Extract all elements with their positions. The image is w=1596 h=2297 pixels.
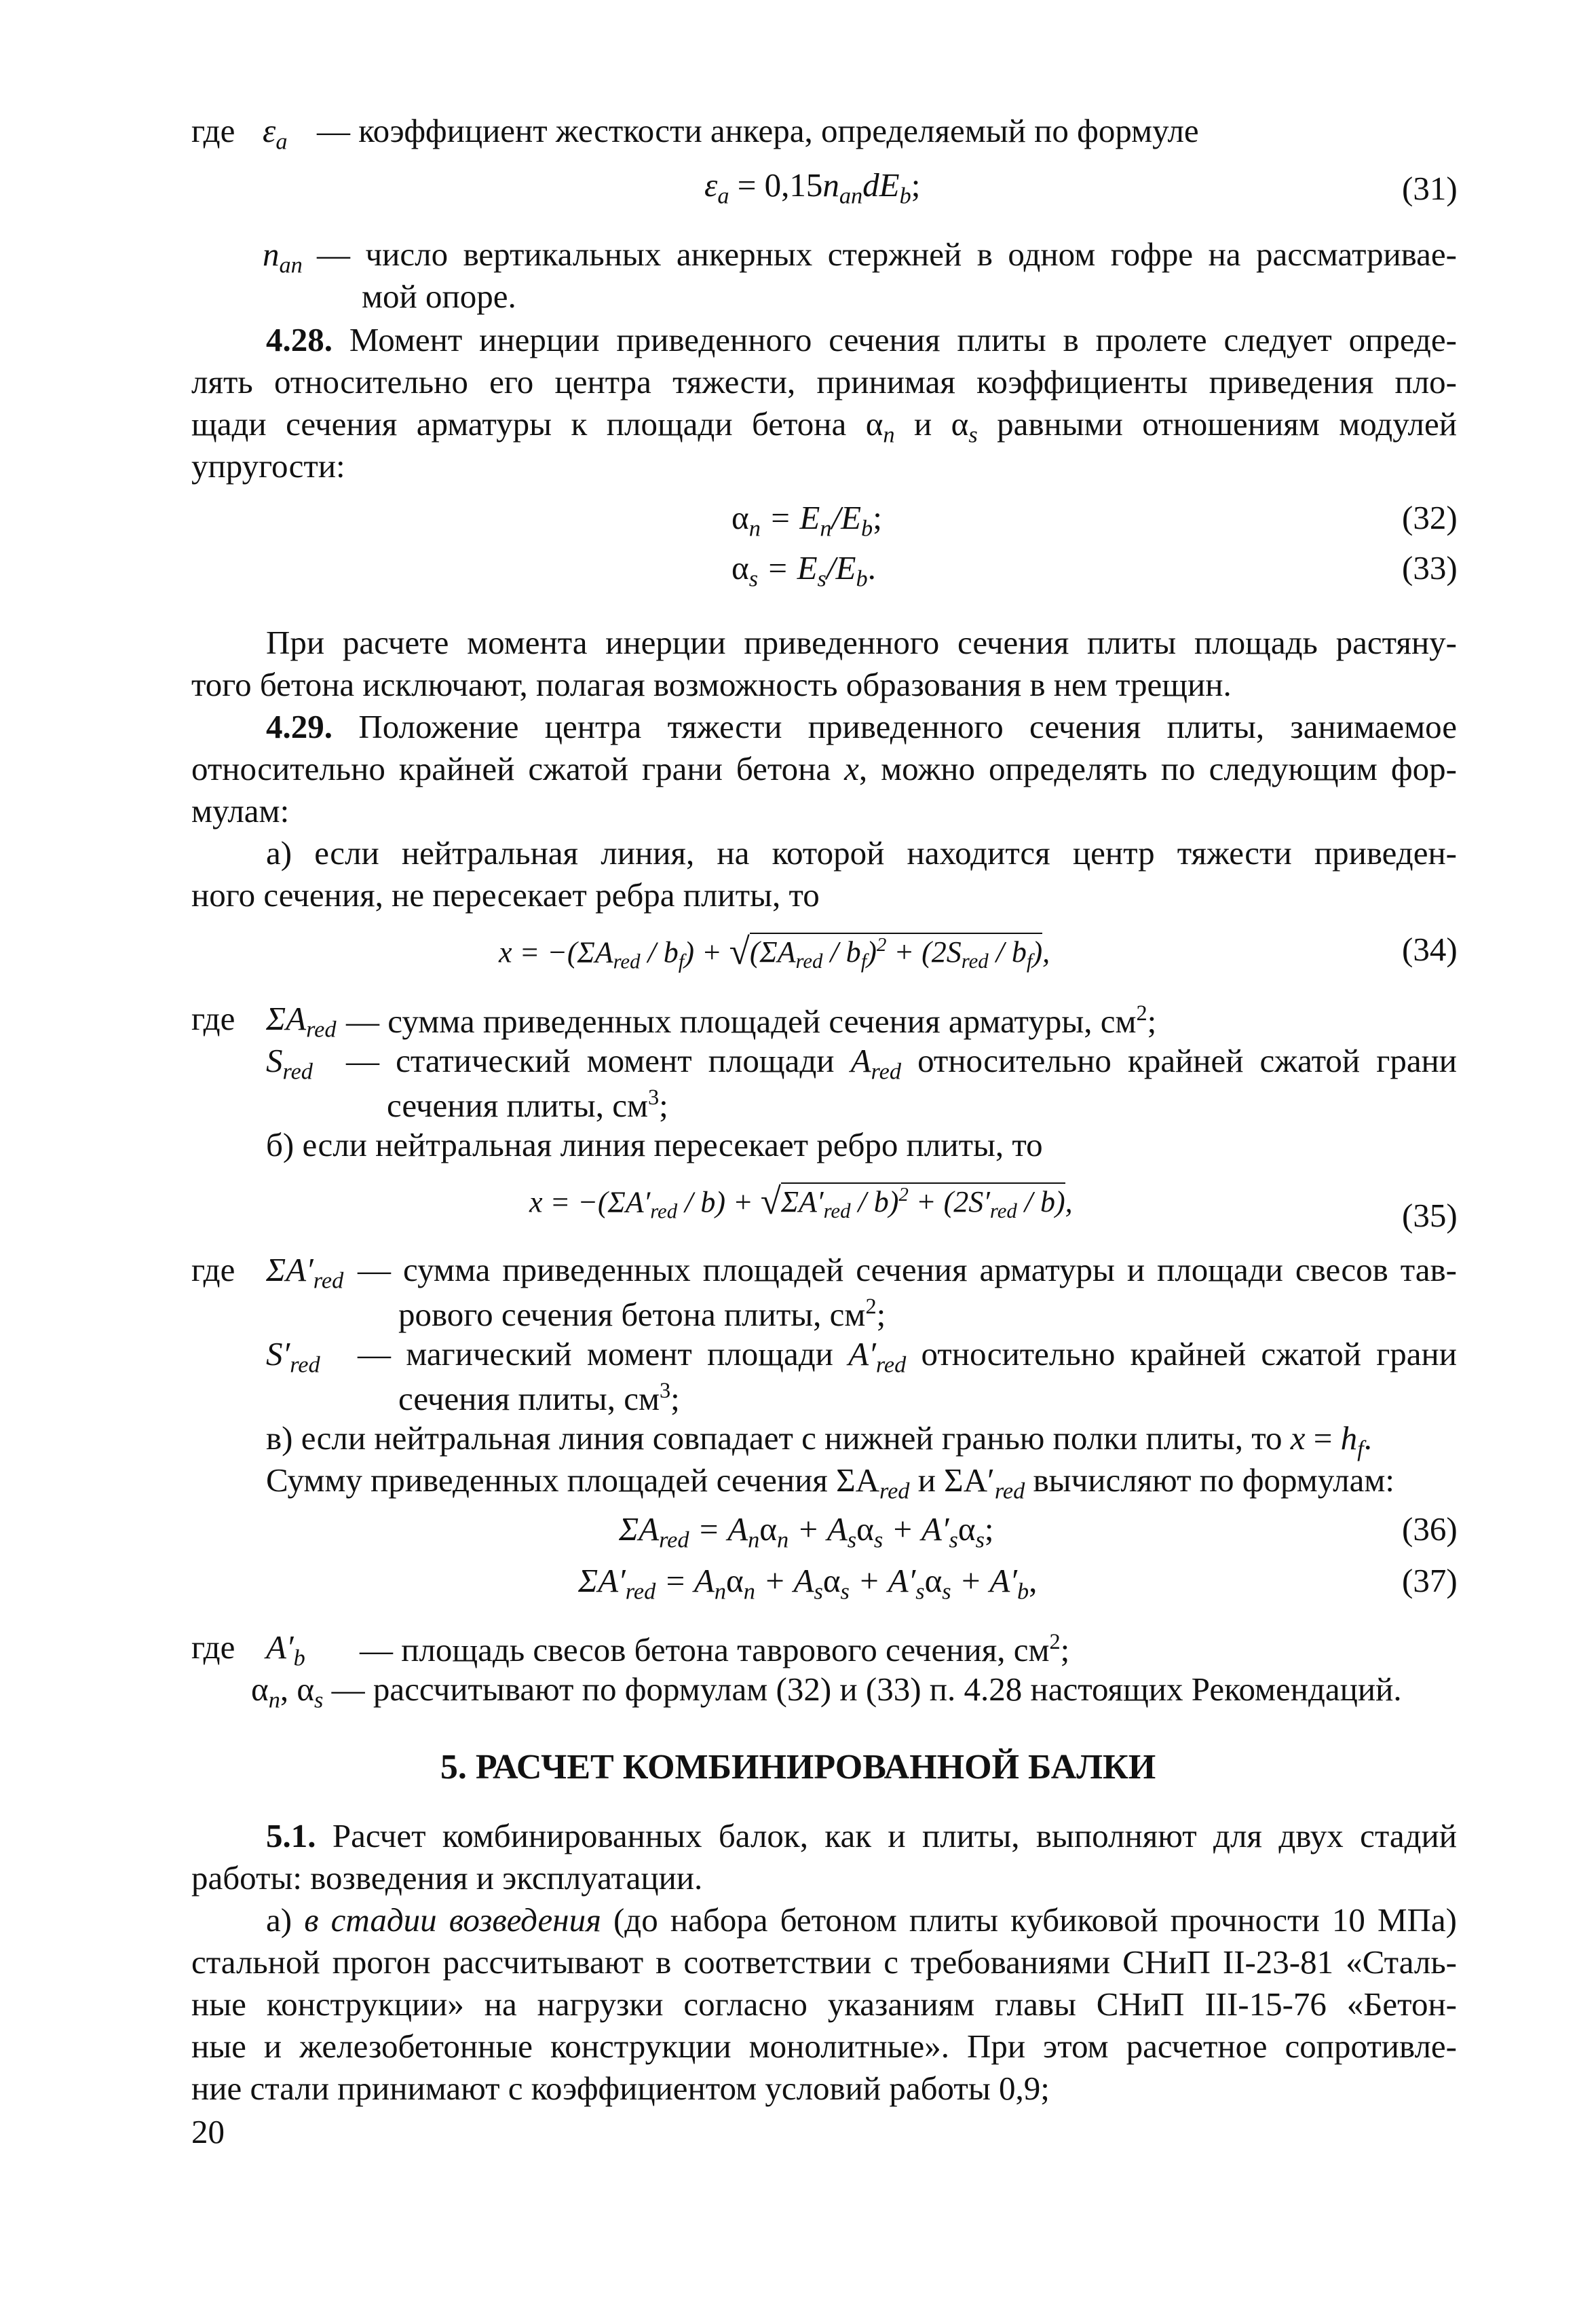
- definition-s-prime-red-cont: [398, 1379, 680, 1415]
- text-span: + A′: [883, 1510, 949, 1548]
- n-an-symbol: [263, 238, 303, 277]
- text-span: ΣA: [619, 1510, 660, 1548]
- text-span: ;: [911, 166, 921, 204]
- text-span: , можно определять по следующим фор-: [858, 750, 1457, 787]
- paragraph-calc-line-2: того бетона исключают, полагая возможность образования в нем трещин.: [191, 666, 1232, 703]
- item-a2-line-5: ние стали принимают с коэффициентом условий работы 0,9;: [191, 2070, 1050, 2107]
- text-span: an: [839, 183, 863, 209]
- text-span: — статический момент площади: [346, 1042, 851, 1079]
- text-span: s: [748, 565, 759, 592]
- text-span: S: [266, 1042, 283, 1079]
- text-span: = A: [656, 1562, 715, 1599]
- sum-formulas-intro: [266, 1463, 1394, 1503]
- text-span: 3: [648, 1085, 660, 1109]
- text-span: f: [1026, 950, 1033, 973]
- text-span: red: [625, 1578, 656, 1605]
- text-span: .: [867, 549, 876, 586]
- equation-number-31: (31): [1402, 170, 1458, 207]
- equation-33: [732, 551, 876, 591]
- text-span: 5.1.: [266, 1817, 316, 1854]
- text-span: x: [1290, 1419, 1306, 1457]
- sqrt-sign: √: [729, 931, 750, 972]
- text-span: относительно крайней сжатой грани бетона: [191, 750, 845, 787]
- paragraph-4-28-line-3: [191, 407, 1457, 447]
- text-span: f: [678, 950, 685, 973]
- text-span: относительно крайней сжатой грани: [900, 1042, 1458, 1079]
- text-span: n: [714, 1578, 727, 1605]
- text-span: S′: [266, 1335, 290, 1372]
- text-span: s: [949, 1527, 958, 1553]
- text-span: α: [759, 1510, 777, 1548]
- text-span: ;: [1060, 1630, 1070, 1668]
- text-span: n: [748, 1527, 760, 1553]
- text-span: щади сечения арматуры к площади бетона α: [191, 405, 884, 443]
- paragraph-4-28-line-4: упругости:: [191, 447, 345, 485]
- text-span: 2: [876, 934, 887, 956]
- equation-34: [499, 933, 1050, 972]
- equation-35: [529, 1182, 1073, 1222]
- text-span: n: [263, 236, 280, 273]
- text-span: s: [814, 1578, 823, 1605]
- text-span: ,: [1065, 1185, 1073, 1219]
- definition-sum-a-prime-red-cont: [398, 1295, 886, 1331]
- text-span: ε: [263, 112, 276, 149]
- text-span: b: [899, 183, 911, 209]
- text-span: / b) +: [677, 1185, 761, 1219]
- text-span: s: [968, 422, 978, 448]
- text-span: b: [856, 565, 868, 592]
- text-span: =: [1305, 1419, 1341, 1457]
- text-span: /E: [831, 499, 862, 536]
- text-span: A: [850, 1042, 871, 1079]
- epsilon-a-symbol: [263, 114, 287, 153]
- text-span: s: [942, 1578, 951, 1605]
- text-span: h: [1340, 1419, 1358, 1457]
- text-span: + A′: [849, 1562, 916, 1599]
- text-span: где: [191, 112, 235, 149]
- text-span: s: [314, 1687, 324, 1713]
- text-span: (ΣA: [749, 935, 796, 969]
- where-label: [191, 114, 235, 147]
- s-prime-red-symbol: [266, 1337, 320, 1377]
- text-span: /E: [826, 549, 856, 586]
- text-span: .: [1363, 1419, 1372, 1457]
- equation-37: [578, 1564, 1037, 1603]
- where-label: где: [191, 1251, 235, 1288]
- text-span: ΣA′: [266, 1251, 314, 1288]
- text-span: n: [776, 1527, 789, 1553]
- text-span: red: [306, 1016, 337, 1043]
- text-span: + (2S: [886, 935, 962, 969]
- text-span: red: [795, 950, 823, 973]
- text-span: ) +: [684, 935, 729, 969]
- text-span: в) если нейтральная линия совпадает с нижней гранью полки плиты, то: [266, 1419, 1291, 1457]
- text-span: / b: [640, 935, 679, 969]
- text-span: an: [279, 252, 303, 278]
- text-span: , α: [280, 1670, 315, 1708]
- text-span: Положение центра тяжести приведенного сечения плиты, занимаемое: [358, 708, 1458, 745]
- text-span: red: [823, 1199, 851, 1223]
- text-span: ;: [873, 499, 882, 536]
- text-span: Момент инерции приведенного сечения плиты в пролете следует опреде-: [349, 321, 1457, 358]
- definition-s-red-cont: [387, 1086, 668, 1122]
- text-span: + A′: [951, 1562, 1017, 1599]
- text-span: α: [822, 1562, 841, 1599]
- text-span: / b): [1016, 1185, 1065, 1219]
- text-span: α: [856, 1510, 874, 1548]
- equation-32: [732, 501, 882, 540]
- text-span: n: [820, 515, 832, 542]
- text-span: ΣA′: [578, 1562, 626, 1599]
- item-a-line-2: ного сечения, не пересекает ребра плиты, то: [191, 876, 820, 914]
- text-span: 4.29.: [266, 708, 332, 745]
- definition-s-prime-red: [358, 1337, 1457, 1377]
- text-span: = E: [758, 549, 818, 586]
- text-span: a: [717, 183, 729, 209]
- paragraph-4-29-line-1: [266, 710, 1457, 743]
- text-span: ): [867, 935, 877, 969]
- text-span: + A: [755, 1562, 814, 1599]
- equation-number-32: (32): [1402, 499, 1458, 536]
- text-span: ;: [984, 1510, 994, 1548]
- text-span: сечения плиты, см: [398, 1379, 660, 1417]
- section-heading: 5. РАСЧЕТ КОМБИНИРОВАННОЙ БАЛКИ: [440, 1748, 1156, 1787]
- text-span: α: [957, 1510, 976, 1548]
- text-span: n: [822, 166, 839, 204]
- s-red-symbol: [266, 1044, 313, 1083]
- text-span: ,: [1029, 1562, 1038, 1599]
- text-span: 2: [865, 1294, 877, 1318]
- item-a-line-1: а) если нейтральная линия, на которой находится центр тяжести приведен-: [266, 834, 1457, 872]
- text-span: 3: [660, 1378, 671, 1402]
- text-span: f: [1357, 1436, 1364, 1462]
- paragraph-4-28-line-2: лять относительно его центра тяжести, принимая коэффициенты приведения пло-: [191, 363, 1457, 400]
- text-span: s: [975, 1527, 985, 1553]
- text-span: — рассчитывают по формулам (32) и (33) п. 4.28 настоящих Рекомендаций.: [323, 1670, 1402, 1708]
- equation-number-34: (34): [1402, 931, 1458, 968]
- definition-sum-a-prime-red: — сумма приведенных площадей сечения арматуры и площади свесов тав-: [358, 1251, 1457, 1288]
- text-span: n: [748, 515, 761, 542]
- text-span: Расчет комбинированных балок, как и плиты, выполняют для двух стадий: [332, 1817, 1457, 1854]
- text-span: red: [659, 1527, 689, 1553]
- text-span: dE: [862, 166, 900, 204]
- text-span: рового сечения бетона плиты, см: [398, 1295, 866, 1333]
- definition-epsilon: [317, 114, 1199, 147]
- text-span: в стадии возведения: [304, 1901, 601, 1939]
- equation-36: [619, 1512, 994, 1552]
- text-span: ΣA: [266, 1000, 307, 1037]
- text-span: ε: [704, 166, 718, 204]
- text-span: α: [732, 549, 749, 586]
- text-span: x: [844, 750, 859, 787]
- equation-number-36: (36): [1402, 1510, 1458, 1548]
- text-span: b: [293, 1645, 305, 1671]
- text-span: 2: [1136, 1001, 1147, 1025]
- text-span: / b: [822, 935, 861, 969]
- equation-31: [704, 168, 920, 208]
- text-span: A′: [266, 1628, 294, 1666]
- text-span: s: [915, 1578, 925, 1605]
- item-a2-line-3: ные конструкции» на нагрузки согласно указаниям главы СНиП III-15-76 «Бетон-: [191, 1985, 1457, 2023]
- text-span: red: [871, 1058, 901, 1085]
- paragraph-4-29-line-3: мулам:: [191, 792, 290, 829]
- text-span: ;: [670, 1379, 680, 1417]
- text-span: Сумму приведенных площадей сечения ΣA: [266, 1461, 879, 1499]
- text-span: а): [266, 1901, 305, 1939]
- text-span: α: [726, 1562, 744, 1599]
- a-prime-b-symbol: [266, 1630, 305, 1670]
- text-span: red: [613, 950, 641, 973]
- text-span: и α: [894, 405, 969, 443]
- where-label: где: [191, 1000, 235, 1037]
- definition-sum-a-red: [346, 1002, 1156, 1038]
- text-span: red: [875, 1351, 907, 1378]
- text-span: = 0,15: [729, 166, 823, 204]
- text-span: — коэффициент жесткости анкера, определяемый по формуле: [317, 112, 1199, 149]
- text-span: — площадь свесов бетона таврового сечения, см: [360, 1630, 1050, 1668]
- text-span: вычисляют по формулам:: [1025, 1461, 1394, 1499]
- text-span: n: [268, 1687, 280, 1713]
- paragraph-5-1-line-2: работы: возведения и эксплуатации.: [191, 1859, 703, 1897]
- equation-number-37: (37): [1402, 1562, 1458, 1599]
- text-span: ;: [1147, 1002, 1157, 1040]
- definition-alpha: [251, 1670, 1402, 1713]
- definition-n-an: — число вертикальных анкерных стержней в одном гофре на рассматривае-: [317, 236, 1457, 273]
- text-span: b: [861, 515, 873, 542]
- text-span: n: [743, 1578, 755, 1605]
- text-span: — сумма приведенных площадей сечения арматуры, см: [346, 1002, 1137, 1040]
- sum-a-red-symbol: [266, 1002, 337, 1041]
- text-span: = E: [760, 499, 820, 536]
- text-span: ;: [876, 1295, 886, 1333]
- paragraph-calc-line-1: При расчете момента инерции приведенного сечения плиты площадь растяну-: [266, 624, 1457, 661]
- equation-number-33: (33): [1402, 549, 1458, 586]
- text-span: ;: [659, 1086, 668, 1124]
- text-span: n: [883, 422, 895, 448]
- equation-number-35: (35): [1402, 1197, 1458, 1234]
- text-span: b: [1016, 1578, 1029, 1605]
- text-span: s: [817, 565, 826, 592]
- radicand: [750, 933, 1042, 972]
- paragraph-4-28-line-1: [266, 323, 1457, 356]
- text-span: red: [879, 1478, 910, 1504]
- radicand: [781, 1182, 1065, 1222]
- text-span: x = −(ΣA′: [529, 1185, 651, 1219]
- definition-s-red: [346, 1044, 1457, 1083]
- item-v: [266, 1421, 1372, 1461]
- text-span: относительно крайней сжатой грани: [906, 1335, 1457, 1372]
- text-span: и ΣA′: [909, 1461, 995, 1499]
- item-b: б) если нейтральная линия пересекает ребро плиты, то: [266, 1126, 1043, 1163]
- text-span: α: [251, 1670, 269, 1708]
- text-span: red: [290, 1351, 320, 1378]
- page-number: 20: [191, 2113, 225, 2150]
- text-span: red: [313, 1267, 344, 1294]
- where-label: где: [191, 1628, 235, 1666]
- text-span: ,: [1042, 935, 1050, 969]
- text-span: red: [989, 1199, 1017, 1223]
- text-span: / b): [850, 1185, 899, 1219]
- definition-a-prime-b: [360, 1630, 1069, 1666]
- item-a2-line-2: стальной прогон рассчитывают в соответствии с требованиями СНиП II-23-81 «Сталь-: [191, 1943, 1457, 1981]
- text-span: x = −(ΣA: [499, 935, 613, 969]
- text-span: ΣA′: [780, 1185, 824, 1219]
- definition-n-an-cont: мой опоре.: [362, 278, 516, 315]
- text-span: f: [860, 950, 867, 973]
- text-span: A′: [848, 1335, 876, 1372]
- sum-a-prime-red-symbol: [266, 1253, 343, 1292]
- text-span: = A: [689, 1510, 748, 1548]
- text-span: равными отношениям модулей: [977, 405, 1457, 443]
- paragraph-5-1-line-1: [266, 1819, 1457, 1852]
- text-span: 4.28.: [266, 321, 332, 358]
- text-span: red: [994, 1478, 1025, 1504]
- text-span: s: [840, 1578, 850, 1605]
- item-a2-line-1: [266, 1903, 1457, 1937]
- paragraph-4-29-line-2: [191, 752, 1457, 785]
- text-span: + (2S′: [908, 1185, 990, 1219]
- text-span: ): [1032, 935, 1043, 969]
- text-span: 2: [1049, 1629, 1061, 1654]
- text-span: s: [847, 1527, 857, 1553]
- text-span: / b: [988, 935, 1027, 969]
- item-a2-line-4: ные и железобетонные конструкции монолитные». При этом расчетное сопротивле-: [191, 2028, 1457, 2065]
- sqrt-sign: √: [760, 1180, 781, 1222]
- text-span: — магический момент площади: [358, 1335, 849, 1372]
- text-span: a: [276, 128, 288, 155]
- text-span: red: [961, 950, 989, 973]
- text-span: 2: [898, 1184, 909, 1206]
- text-span: сечения плиты, см: [387, 1086, 648, 1124]
- text-span: s: [873, 1527, 884, 1553]
- text-span: α: [924, 1562, 943, 1599]
- text-span: red: [650, 1199, 678, 1223]
- text-span: red: [282, 1058, 313, 1085]
- text-span: (до набора бетоном плиты кубиковой прочности 10 МПа): [601, 1901, 1457, 1939]
- text-span: α: [732, 499, 749, 536]
- text-span: + A: [788, 1510, 848, 1548]
